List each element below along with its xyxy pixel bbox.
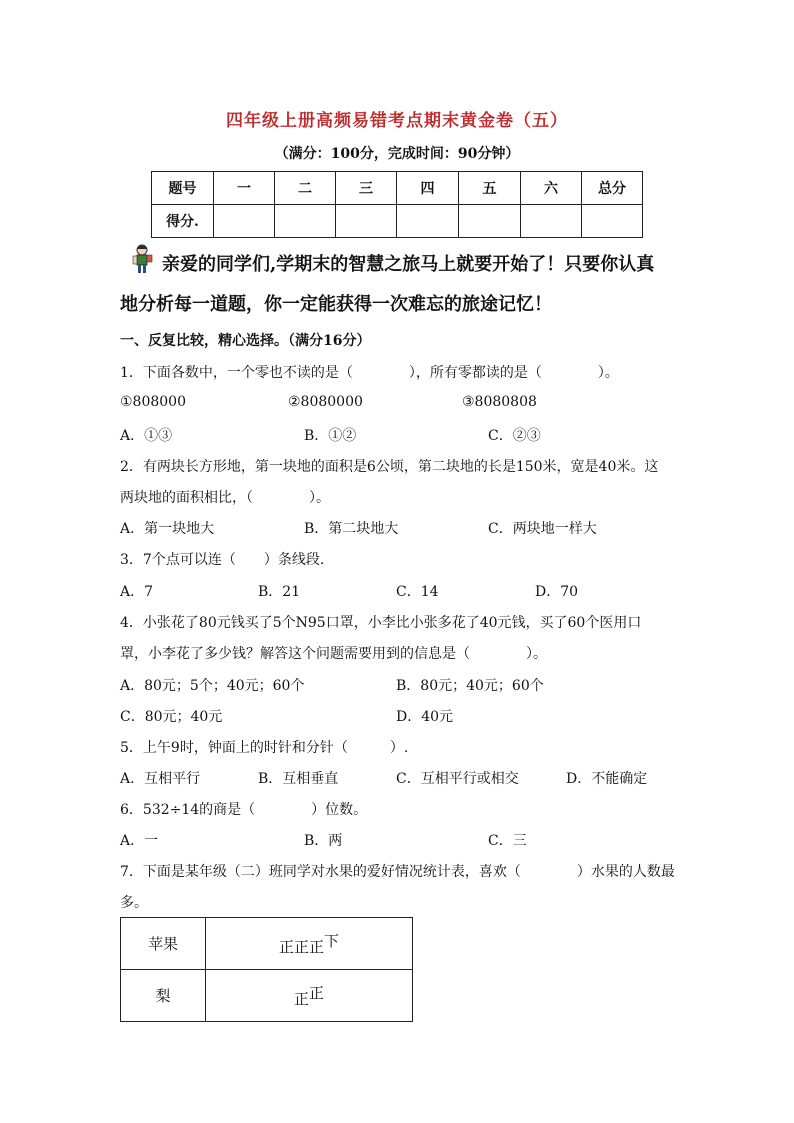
question-stem: 7．下面是某年级（二）班同学对水果的爱好情况统计表，喜欢（ ）水果的人数最 [120,864,675,880]
option-b[interactable]: B．两 [304,833,343,849]
score-blank-cell[interactable] [521,205,582,238]
score-cell: 五 [459,172,521,205]
question-item: ①808000 [120,394,186,410]
score-cell: 六 [521,172,582,205]
option-c[interactable]: C．②③ [488,428,541,444]
intro-line-1: 亲爱的同学们,学期末的智慧之旅马上就要开始了！只要你认真 [162,254,655,275]
score-table-score-row [152,205,643,238]
question-stem-cont: 两块地的面积相比，（ ）。 [120,490,330,506]
fruit-name-cell: 梨 [121,970,206,1022]
option-c[interactable]: C．两块地一样大 [488,521,597,537]
tally-marks: 正正正 [278,938,324,956]
tally-cell [206,970,413,1022]
option-c[interactable]: C．14 [396,584,439,600]
option-b[interactable]: B．21 [258,584,301,600]
question-item: ②8080000 [288,394,363,410]
option-d[interactable]: D．40元 [396,709,454,725]
option-b[interactable]: B．互相垂直 [258,771,339,787]
score-cell: 总分 [582,172,643,205]
score-blank-cell[interactable] [582,205,643,238]
option-d[interactable]: D．不能确定 [566,771,648,787]
question-item: ③8080808 [462,394,537,410]
tally-partial-mark: 下 [324,932,340,950]
exam-title: 四年级上册高频易错考点期末黄金卷（五） [226,111,568,131]
option-b[interactable]: B．①② [304,428,357,444]
score-blank-cell[interactable] [397,205,459,238]
score-cell: 一 [214,172,275,205]
score-blank-cell[interactable] [336,205,397,238]
question-stem: 6．532÷14的商是（ ）位数。 [120,802,368,818]
option-a[interactable]: A．一 [120,833,159,849]
score-table [151,171,643,238]
score-cell: 三 [336,172,397,205]
question-stem: 5．上午9时，钟面上的时针和分针（ ）. [120,740,409,756]
question-stem-cont: 罩，小李花了多少钱？解答这个问题需要用到的信息是（ ）。 [120,646,547,662]
table-row [121,970,413,1022]
section-heading: 一、反复比较，精心选择。（满分16分） [120,333,371,349]
tally-partial-mark: 正 [309,984,325,1002]
score-blank-cell[interactable] [275,205,336,238]
student-mascot-icon [130,243,154,275]
fruit-name-cell: 苹果 [121,918,206,970]
question-stem: 3．7个点可以连（ ）条线段. [120,552,325,568]
option-a[interactable]: A．7 [120,584,154,600]
score-table-header-row [152,172,643,205]
option-b[interactable]: B．第二块地大 [304,521,399,537]
score-row-label: 得分. [152,205,214,238]
score-cell: 四 [397,172,459,205]
score-blank-cell[interactable] [459,205,521,238]
option-a[interactable]: A．第一块地大 [120,521,215,537]
option-b[interactable]: B．80元；40元；60个 [396,678,544,694]
option-a[interactable]: A．80元；5个；40元；60个 [120,678,305,694]
option-c[interactable]: C．三 [488,833,527,849]
score-blank-cell[interactable] [214,205,275,238]
exam-subtitle: （满分：100分，完成时间：90分钟） [274,146,520,162]
table-row [121,918,413,970]
question-stem: 1．下面各数中，一个零也不读的是（ ），所有零都读的是（ ）。 [120,365,619,381]
tally-cell [206,918,413,970]
question-stem-cont: 多。 [120,895,148,911]
option-c[interactable]: C．互相平行或相交 [396,771,519,787]
option-d[interactable]: D．70 [535,584,579,600]
option-a[interactable]: A．①③ [120,428,173,444]
question-stem: 2．有两块长方形地，第一块地的面积是6公顷，第二块地的长是150米，宽是40米。这 [120,459,659,475]
fruit-tally-table [120,917,413,1022]
score-cell: 题号 [152,172,214,205]
option-a[interactable]: A．互相平行 [120,771,201,787]
intro-line-2: 地分析每一道题，你一定能获得一次难忘的旅途记忆！ [120,294,552,315]
question-stem: 4．小张花了80元钱买了5个N95口罩，小李比小张多花了40元钱，买了60个医用口 [120,615,642,631]
score-cell: 二 [275,172,336,205]
tally-marks: 正 [293,990,309,1008]
option-c[interactable]: C．80元；40元 [120,709,223,725]
